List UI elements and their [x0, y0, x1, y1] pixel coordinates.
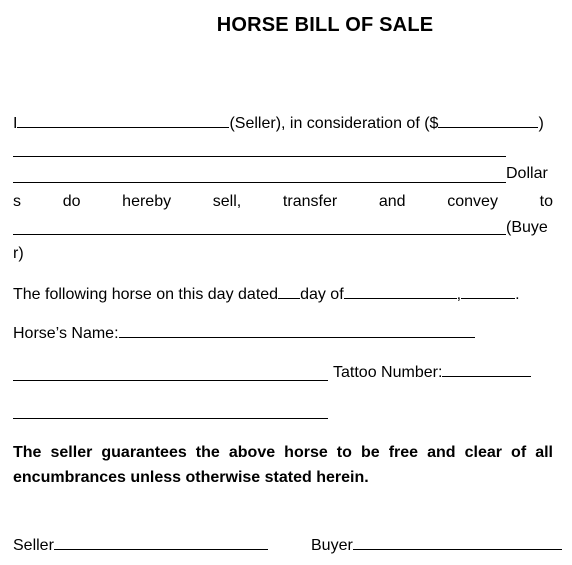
day-of-text: day of: [300, 286, 344, 303]
horse-name-line: [13, 323, 475, 344]
year-field[interactable]: [461, 284, 515, 299]
conveyance-statement: [13, 192, 553, 212]
following-horse-text: The following horse on this day dated: [13, 286, 279, 303]
word: hereby: [122, 193, 172, 210]
horse-date-line: [13, 284, 520, 305]
amount-in-words-line[interactable]: [13, 156, 506, 157]
amount-in-words-line-2[interactable]: [13, 182, 506, 183]
consideration-amount-field[interactable]: [438, 113, 538, 128]
dollar-label: Dollar: [506, 165, 548, 182]
period: .: [515, 286, 520, 303]
tattoo-line: [333, 362, 531, 383]
buyer-name-field[interactable]: [13, 234, 506, 235]
word: convey: [447, 193, 498, 210]
tattoo-label: Tattoo Number:: [333, 364, 443, 381]
word: to: [539, 193, 553, 210]
horse-description-field[interactable]: [13, 380, 328, 381]
line1-prefix: I: [13, 115, 18, 132]
document-title: HORSE BILL OF SALE: [216, 14, 434, 36]
consideration-close: ): [538, 115, 544, 132]
seller-consideration-line: [13, 113, 544, 134]
buyer-signature-field[interactable]: [353, 535, 562, 550]
buyer-signature-line: [311, 535, 562, 556]
buyer-label-end: r): [13, 245, 24, 262]
additional-description-field[interactable]: [13, 418, 328, 419]
tattoo-number-field[interactable]: [442, 362, 531, 377]
horse-name-label: Horse’s Name:: [13, 325, 119, 342]
word: and: [378, 193, 406, 210]
word: s: [13, 193, 21, 210]
buyer-signature-label: Buyer: [311, 537, 353, 554]
month-field[interactable]: [344, 284, 457, 299]
horse-name-field[interactable]: [119, 323, 475, 338]
guarantee-statement: The seller guarantees the above horse to be free and clear of all encumbrances unless otherwise stated herein.: [13, 444, 553, 486]
word: do: [62, 193, 81, 210]
seller-label: (Seller), in consideration of ($: [229, 115, 439, 132]
seller-name-field[interactable]: [17, 113, 229, 128]
comma: ,: [456, 286, 462, 303]
word: sell,: [212, 193, 242, 210]
buyer-label-part: (Buye: [506, 219, 548, 236]
seller-signature-field[interactable]: [54, 535, 268, 550]
word: transfer: [282, 193, 338, 210]
seller-signature-label: Seller: [13, 537, 54, 554]
seller-signature-line: [13, 535, 268, 556]
day-field[interactable]: [278, 284, 300, 299]
